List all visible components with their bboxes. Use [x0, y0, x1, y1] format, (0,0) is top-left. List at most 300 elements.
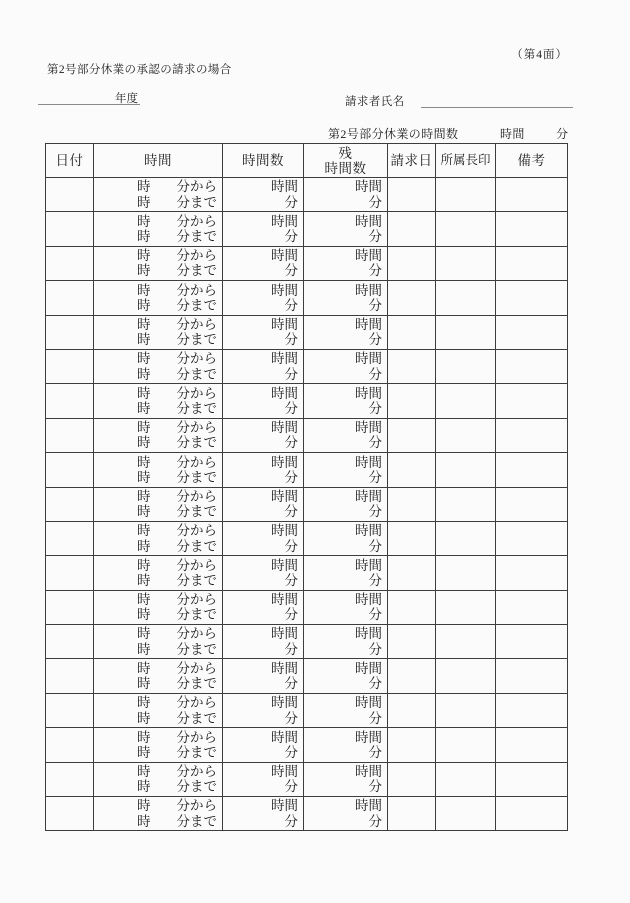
hours-cell — [223, 590, 304, 624]
remarks-cell — [496, 281, 568, 315]
time-to-line — [94, 745, 222, 760]
request-date-cell — [388, 556, 436, 590]
minute-from-label: 分から — [176, 488, 217, 504]
hour-label: 時 — [137, 401, 151, 417]
hours-unit-label: 時間 — [271, 213, 298, 229]
request-date-cell — [388, 797, 436, 831]
hours-unit-label: 時間 — [355, 626, 382, 642]
hour-label: 時 — [137, 469, 151, 485]
minute-to-label: 分まで — [176, 641, 217, 657]
remarks-cell — [496, 521, 568, 555]
remaining-hours-cell — [304, 556, 388, 590]
minute-from-label: 分から — [176, 213, 217, 229]
supervisor-seal-cell — [436, 246, 496, 280]
time-from-line — [94, 248, 222, 263]
table-row — [46, 384, 568, 418]
hours-unit-label: 時間 — [271, 660, 298, 676]
minutes-unit-label: 分 — [284, 263, 298, 279]
hour-value-blank — [151, 573, 177, 588]
table-row — [46, 693, 568, 727]
remaining-hours-cell — [304, 349, 388, 383]
hours-unit-label: 時間 — [271, 592, 298, 608]
minutes-unit-label: 分 — [284, 641, 298, 657]
time-from-line — [94, 489, 222, 504]
supervisor-seal-cell — [436, 625, 496, 659]
hour-label: 時 — [137, 538, 151, 554]
time-cell — [94, 453, 223, 487]
table-row — [46, 659, 568, 693]
hour-label: 時 — [137, 729, 151, 745]
hour-value-blank — [151, 523, 177, 538]
minute-to-label: 分まで — [176, 435, 217, 451]
table-row — [46, 178, 568, 212]
hours-cell — [223, 384, 304, 418]
remarks-cell — [496, 556, 568, 590]
supervisor-seal-cell — [436, 556, 496, 590]
supervisor-seal-cell — [436, 315, 496, 349]
table-row — [46, 281, 568, 315]
time-from-line — [94, 661, 222, 676]
hours-cell — [223, 762, 304, 796]
minute-from-label: 分から — [176, 454, 217, 470]
minute-from-label: 分から — [176, 695, 217, 711]
table-row — [46, 797, 568, 831]
date-cell — [46, 797, 94, 831]
minutes-unit-label: 分 — [284, 572, 298, 588]
remaining-hours-cell — [304, 418, 388, 452]
hour-label: 時 — [137, 351, 151, 367]
minute-from-label: 分から — [176, 316, 217, 332]
hour-label: 時 — [137, 779, 151, 795]
hours-unit-label: 時間 — [271, 351, 298, 367]
hour-value-blank — [151, 455, 177, 470]
remaining-hours-cell — [304, 521, 388, 555]
time-from-line — [94, 420, 222, 435]
hour-value-blank — [151, 504, 177, 519]
date-cell — [46, 590, 94, 624]
hour-label: 時 — [137, 332, 151, 348]
remaining-hours-cell — [304, 487, 388, 521]
time-cell — [94, 315, 223, 349]
hours-unit-label: 時間 — [271, 420, 298, 436]
hours-unit-label: 時間 — [355, 729, 382, 745]
supervisor-seal-cell — [436, 418, 496, 452]
hour-value-blank — [151, 248, 177, 263]
remarks-cell — [496, 590, 568, 624]
hour-value-blank — [151, 814, 177, 829]
hour-label: 時 — [137, 592, 151, 608]
hour-label: 時 — [137, 488, 151, 504]
claimant-name-label: 請求者氏名 — [345, 96, 405, 108]
table-header-row — [46, 144, 568, 178]
minutes-unit-label: 分 — [368, 710, 382, 726]
hour-value-blank — [151, 642, 177, 657]
supervisor-seal-cell — [436, 349, 496, 383]
minutes-unit-label: 分 — [368, 813, 382, 829]
header-supervisor-seal: 所属長印 — [436, 144, 496, 178]
hour-value-blank — [151, 435, 177, 450]
time-from-line — [94, 558, 222, 573]
time-cell — [94, 659, 223, 693]
hour-label: 時 — [137, 366, 151, 382]
date-cell — [46, 625, 94, 659]
time-to-line — [94, 435, 222, 450]
date-cell — [46, 693, 94, 727]
hour-label: 時 — [137, 213, 151, 229]
remarks-cell — [496, 246, 568, 280]
supervisor-seal-cell — [436, 212, 496, 246]
minute-to-label: 分まで — [176, 607, 217, 623]
supervisor-seal-cell — [436, 384, 496, 418]
minute-from-label: 分から — [176, 523, 217, 539]
remarks-cell — [496, 349, 568, 383]
time-from-line — [94, 214, 222, 229]
hour-value-blank — [151, 489, 177, 504]
minute-to-label: 分まで — [176, 332, 217, 348]
minutes-unit-label: 分 — [368, 504, 382, 520]
date-cell — [46, 659, 94, 693]
header-date: 日付 — [46, 144, 94, 178]
minute-from-label: 分から — [176, 248, 217, 264]
hours-unit-label: 時間 — [271, 385, 298, 401]
hour-label: 時 — [137, 504, 151, 520]
minutes-unit-label: 分 — [284, 607, 298, 623]
table-row — [46, 349, 568, 383]
fiscal-year-field — [38, 90, 140, 105]
minute-to-label: 分まで — [176, 366, 217, 382]
hours-cell — [223, 453, 304, 487]
minutes-unit-label: 分 — [284, 332, 298, 348]
request-date-cell — [388, 315, 436, 349]
time-to-line — [94, 367, 222, 382]
hour-value-blank — [151, 367, 177, 382]
request-date-cell — [388, 487, 436, 521]
time-cell — [94, 212, 223, 246]
remarks-cell — [496, 315, 568, 349]
request-date-cell — [388, 693, 436, 727]
hours-cell — [223, 212, 304, 246]
request-date-cell — [388, 625, 436, 659]
time-to-line — [94, 332, 222, 347]
hour-value-blank — [151, 661, 177, 676]
supervisor-seal-cell — [436, 281, 496, 315]
hour-value-blank — [151, 711, 177, 726]
minute-from-label: 分から — [176, 420, 217, 436]
minutes-unit-label: 分 — [284, 504, 298, 520]
minutes-unit-label: 分 — [368, 779, 382, 795]
time-cell — [94, 178, 223, 212]
document-title: 第2号部分休業の承認の請求の場合 — [47, 64, 232, 76]
time-to-line — [94, 642, 222, 657]
hour-label: 時 — [137, 641, 151, 657]
minutes-unit-label: 分 — [368, 332, 382, 348]
time-from-line — [94, 798, 222, 813]
minute-from-label: 分から — [176, 557, 217, 573]
hour-label: 時 — [137, 695, 151, 711]
time-cell — [94, 728, 223, 762]
remarks-cell — [496, 728, 568, 762]
date-cell — [46, 762, 94, 796]
header-request-date: 請求日 — [388, 144, 436, 178]
minutes-unit-label: 分 — [368, 469, 382, 485]
supervisor-seal-cell — [436, 590, 496, 624]
hours-cell — [223, 487, 304, 521]
minute-from-label: 分から — [176, 282, 217, 298]
minutes-unit-label: 分 — [284, 813, 298, 829]
remaining-hours-cell — [304, 728, 388, 762]
minutes-unit-label: 分 — [284, 538, 298, 554]
total-minutes-unit-label: 分 — [556, 127, 569, 141]
remaining-hours-cell — [304, 590, 388, 624]
time-from-line — [94, 695, 222, 710]
minute-from-label: 分から — [176, 729, 217, 745]
time-to-line — [94, 298, 222, 313]
minutes-unit-label: 分 — [284, 194, 298, 210]
header-remaining-line1: 残 — [338, 145, 353, 161]
hours-unit-label: 時間 — [271, 488, 298, 504]
remaining-hours-cell — [304, 384, 388, 418]
remaining-hours-cell — [304, 212, 388, 246]
hours-unit-label: 時間 — [271, 729, 298, 745]
date-cell — [46, 315, 94, 349]
hour-value-blank — [151, 195, 177, 210]
minute-to-label: 分まで — [176, 676, 217, 692]
time-cell — [94, 281, 223, 315]
hours-unit-label: 時間 — [271, 764, 298, 780]
time-from-line — [94, 455, 222, 470]
hour-label: 時 — [137, 607, 151, 623]
hour-label: 時 — [137, 710, 151, 726]
minute-from-label: 分から — [176, 179, 217, 195]
minute-to-label: 分まで — [176, 538, 217, 554]
hour-label: 時 — [137, 744, 151, 760]
supervisor-seal-cell — [436, 178, 496, 212]
hour-value-blank — [151, 420, 177, 435]
hours-cell — [223, 349, 304, 383]
minute-to-label: 分まで — [176, 229, 217, 245]
minute-from-label: 分から — [176, 764, 217, 780]
request-date-cell — [388, 281, 436, 315]
time-from-line — [94, 283, 222, 298]
hour-label: 時 — [137, 557, 151, 573]
hours-cell — [223, 556, 304, 590]
hour-label: 時 — [137, 676, 151, 692]
total-hours-unit-label: 時間 — [500, 127, 525, 141]
date-cell — [46, 521, 94, 555]
hours-unit-label: 時間 — [355, 179, 382, 195]
hour-label: 時 — [137, 798, 151, 814]
minutes-unit-label: 分 — [284, 401, 298, 417]
date-cell — [46, 728, 94, 762]
hour-value-blank — [151, 332, 177, 347]
header-hours: 時間数 — [223, 144, 304, 178]
supervisor-seal-cell — [436, 453, 496, 487]
minute-to-label: 分まで — [176, 572, 217, 588]
supervisor-seal-cell — [436, 728, 496, 762]
header-remaining-line2: 時間数 — [324, 160, 367, 176]
table-row — [46, 625, 568, 659]
time-cell — [94, 521, 223, 555]
hour-value-blank — [151, 730, 177, 745]
minute-to-label: 分まで — [176, 297, 217, 313]
hours-unit-label: 時間 — [355, 695, 382, 711]
minute-from-label: 分から — [176, 626, 217, 642]
hour-label: 時 — [137, 523, 151, 539]
time-to-line — [94, 195, 222, 210]
hours-unit-label: 時間 — [271, 695, 298, 711]
hour-value-blank — [151, 676, 177, 691]
hour-label: 時 — [137, 572, 151, 588]
hours-unit-label: 時間 — [271, 316, 298, 332]
remarks-cell — [496, 487, 568, 521]
time-from-line — [94, 626, 222, 641]
remarks-cell — [496, 693, 568, 727]
request-date-cell — [388, 590, 436, 624]
minute-to-label: 分まで — [176, 779, 217, 795]
request-date-cell — [388, 212, 436, 246]
time-cell — [94, 418, 223, 452]
time-to-line — [94, 263, 222, 278]
hour-label: 時 — [137, 282, 151, 298]
time-to-line — [94, 573, 222, 588]
time-cell — [94, 384, 223, 418]
time-from-line — [94, 351, 222, 366]
remaining-hours-cell — [304, 178, 388, 212]
hours-cell — [223, 281, 304, 315]
total-leave-hours-label: 第2号部分休業の時間数 — [328, 127, 459, 141]
remaining-hours-cell — [304, 797, 388, 831]
time-cell — [94, 762, 223, 796]
hours-cell — [223, 418, 304, 452]
hour-value-blank — [151, 298, 177, 313]
minutes-unit-label: 分 — [284, 676, 298, 692]
header-remaining — [304, 144, 388, 178]
leave-request-table — [45, 143, 568, 831]
hours-cell — [223, 797, 304, 831]
hour-label: 時 — [137, 660, 151, 676]
hour-value-blank — [151, 351, 177, 366]
request-date-cell — [388, 521, 436, 555]
hour-label: 時 — [137, 435, 151, 451]
time-cell — [94, 556, 223, 590]
date-cell — [46, 246, 94, 280]
request-date-cell — [388, 728, 436, 762]
hours-cell — [223, 315, 304, 349]
fiscal-year-label: 年度 — [115, 93, 138, 105]
minutes-unit-label: 分 — [368, 435, 382, 451]
time-to-line — [94, 539, 222, 554]
time-cell — [94, 246, 223, 280]
minute-from-label: 分から — [176, 660, 217, 676]
time-cell — [94, 349, 223, 383]
table-row — [46, 728, 568, 762]
header-time: 時間 — [94, 144, 223, 178]
hour-value-blank — [151, 695, 177, 710]
hours-unit-label: 時間 — [355, 488, 382, 504]
hours-unit-label: 時間 — [355, 764, 382, 780]
minutes-unit-label: 分 — [368, 194, 382, 210]
hour-value-blank — [151, 214, 177, 229]
hours-unit-label: 時間 — [355, 592, 382, 608]
supervisor-seal-cell — [436, 487, 496, 521]
remaining-hours-cell — [304, 315, 388, 349]
hour-value-blank — [151, 470, 177, 485]
request-date-cell — [388, 659, 436, 693]
hour-label: 時 — [137, 179, 151, 195]
hour-value-blank — [151, 764, 177, 779]
remarks-cell — [496, 762, 568, 796]
hours-unit-label: 時間 — [271, 248, 298, 264]
hour-label: 時 — [137, 454, 151, 470]
time-from-line — [94, 730, 222, 745]
minutes-unit-label: 分 — [368, 676, 382, 692]
date-cell — [46, 487, 94, 521]
supervisor-seal-cell — [436, 659, 496, 693]
time-from-line — [94, 317, 222, 332]
table-row — [46, 556, 568, 590]
hours-unit-label: 時間 — [355, 660, 382, 676]
remarks-cell — [496, 418, 568, 452]
minute-from-label: 分から — [176, 798, 217, 814]
time-from-line — [94, 386, 222, 401]
minutes-unit-label: 分 — [284, 229, 298, 245]
remaining-hours-cell — [304, 246, 388, 280]
hour-label: 時 — [137, 626, 151, 642]
hours-unit-label: 時間 — [355, 798, 382, 814]
minutes-unit-label: 分 — [368, 366, 382, 382]
minutes-unit-label: 分 — [368, 641, 382, 657]
remaining-hours-cell — [304, 762, 388, 796]
table-row — [46, 418, 568, 452]
hours-unit-label: 時間 — [355, 351, 382, 367]
remarks-cell — [496, 384, 568, 418]
hour-label: 時 — [137, 229, 151, 245]
hours-cell — [223, 178, 304, 212]
minutes-unit-label: 分 — [368, 297, 382, 313]
hours-cell — [223, 521, 304, 555]
minutes-unit-label: 分 — [368, 401, 382, 417]
remaining-hours-cell — [304, 659, 388, 693]
minutes-unit-label: 分 — [284, 744, 298, 760]
date-cell — [46, 212, 94, 246]
minutes-unit-label: 分 — [368, 744, 382, 760]
hours-unit-label: 時間 — [271, 626, 298, 642]
hours-unit-label: 時間 — [271, 179, 298, 195]
table-row — [46, 315, 568, 349]
time-to-line — [94, 711, 222, 726]
remaining-hours-cell — [304, 693, 388, 727]
hour-value-blank — [151, 745, 177, 760]
hours-unit-label: 時間 — [355, 420, 382, 436]
request-date-cell — [388, 453, 436, 487]
hours-cell — [223, 659, 304, 693]
hour-value-blank — [151, 779, 177, 794]
minutes-unit-label: 分 — [368, 538, 382, 554]
hours-unit-label: 時間 — [355, 523, 382, 539]
time-to-line — [94, 504, 222, 519]
minutes-unit-label: 分 — [368, 229, 382, 245]
hour-value-blank — [151, 283, 177, 298]
minutes-unit-label: 分 — [368, 572, 382, 588]
time-to-line — [94, 779, 222, 794]
header-remarks: 備考 — [496, 144, 568, 178]
hour-value-blank — [151, 607, 177, 622]
time-from-line — [94, 764, 222, 779]
hour-value-blank — [151, 179, 177, 194]
hour-value-blank — [151, 401, 177, 416]
minute-to-label: 分まで — [176, 744, 217, 760]
time-to-line — [94, 470, 222, 485]
